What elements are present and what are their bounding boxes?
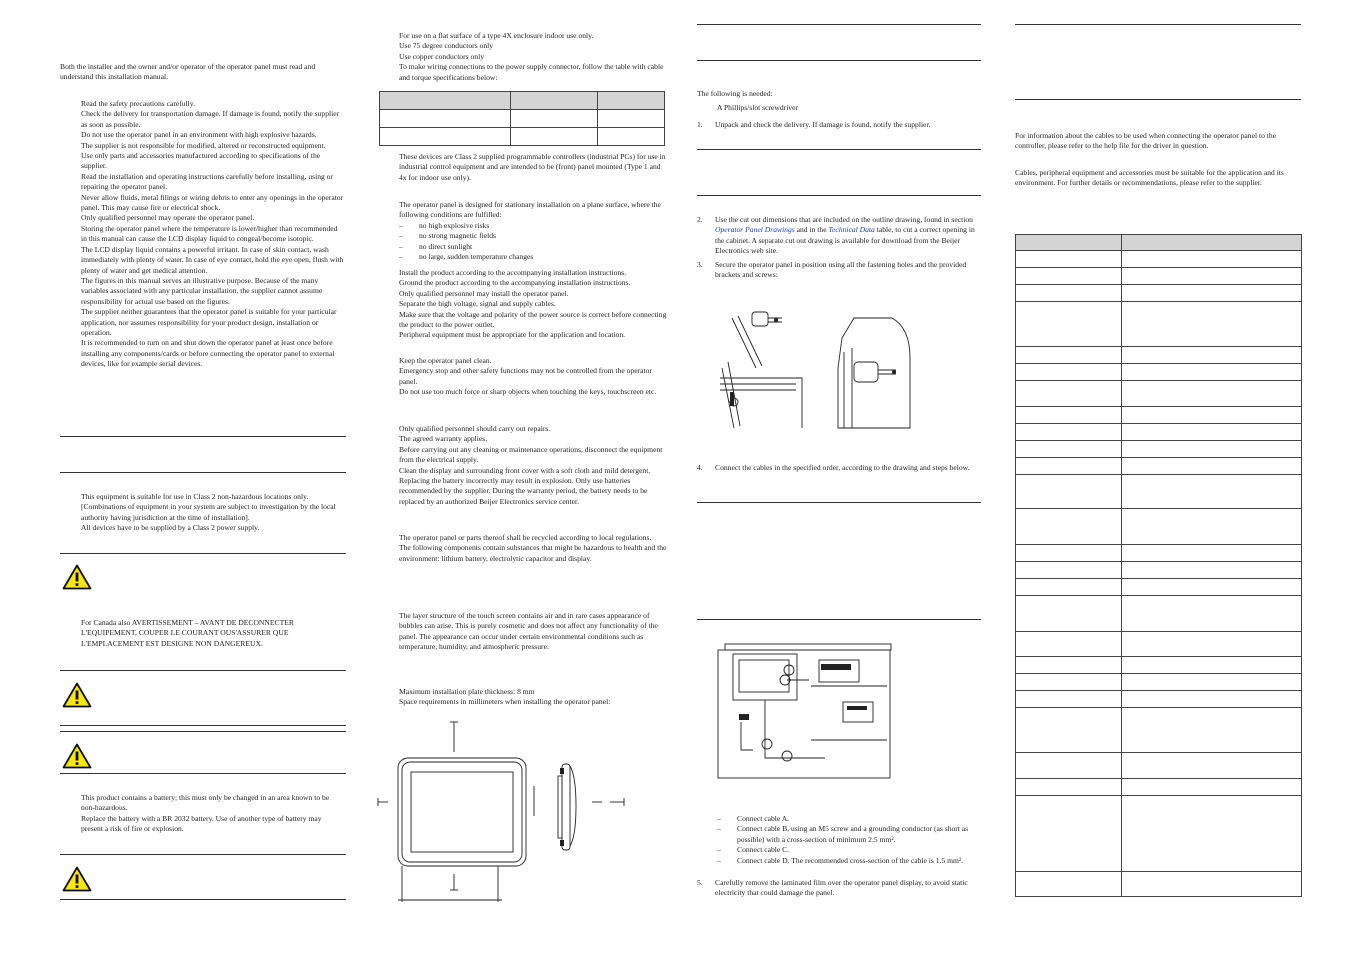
safety-item: Do not use the operator panel in an environment with high explosive hazards. (81, 130, 317, 140)
safety-item: Read the safety precautions carefully. (81, 99, 195, 108)
step-2: 2. Use the cut out dimensions that are included on the outline drawing, found in section Operator Panel Drawings and in the Technical Data table, to cut a correct opening in the cabinet. A separate cut out drawing is available for download from the Beijer Electronics web site. (697, 215, 975, 256)
section-rule (1015, 99, 1301, 100)
table-row (1016, 632, 1302, 657)
table-row (1016, 475, 1302, 509)
technical-data-link[interactable]: Technical Data (828, 225, 875, 235)
needed-text: The following is needed: (697, 89, 773, 98)
safety-item: Use only parts and accessories manufactured according to specifications of the supplier. (81, 151, 321, 171)
table-row (1016, 674, 1302, 691)
step-1: 1. Unpack and check the delivery. If damage is found, notify the supplier. (697, 120, 931, 129)
safety-item: Storing the operator panel where the temperature is lower/higher than recommended in this manual can cause the LCD display liquid to congeal/become isotopic. (81, 223, 338, 244)
warning-icon (62, 743, 92, 769)
safety-item: Never allow fluids, metal filings or wiring debris to enter any openings in the operator panel. This may cause fire or electrical shock. (81, 192, 344, 213)
table-row (1016, 268, 1302, 285)
table-row (1016, 579, 1302, 596)
environment-condition-item: – no large, sudden temperature changes (399, 252, 667, 262)
intro-paragraph: Both the installer and the owner and/or operator of the operator panel must read and understand this installation manual. (60, 62, 316, 82)
section-rule (697, 149, 981, 150)
safety-item: Check the delivery for transportation damage. If damage is found, notify the supplier as soon as possible. (81, 109, 340, 129)
safety-item: The supplier neither guarantees that the operator panel is suitable for your particular application, nor assumes responsibility for your product design, installation or operation. (81, 307, 337, 337)
section-rule (60, 725, 346, 726)
cable-steps-list (717, 814, 977, 866)
table-row (380, 110, 665, 128)
environment-condition-item: – no high explosive risks (399, 221, 667, 231)
warning-icon (62, 564, 92, 590)
section-rule (697, 60, 981, 61)
safety-item: The supplier is not responsible for modified, altered or reconstructed equipment. (81, 140, 326, 150)
warning-icon (62, 682, 92, 708)
safety-item: Only qualified personnel may operate the operator panel. (81, 213, 255, 223)
table-row (1016, 545, 1302, 562)
table-row (1016, 779, 1302, 796)
canada-warning-text: For Canada also AVERTISSEMENT – AVANT DE DECONNECTER L'EQUIPEMENT, COUPER LE COURANT OUS'ASSURER QUE L'EMPLACEMENT EST DESIGNE NON DANGEREUX. (81, 618, 294, 648)
cable-step-item: – Connect cable A. (717, 814, 977, 824)
section-rule (60, 670, 346, 671)
section-rule (697, 619, 981, 620)
step-5: 5. Carefully remove the laminated film over the operator panel display, to avoid static electricity that could damage the panel. (697, 878, 968, 898)
bracket-mounting-drawing (712, 298, 922, 434)
recycle-text: The operator panel or parts thereof shall be recycled according to local regulations. The following components contain substances that might be hazardous to health and the environment: lithium battery, electrolytic capacitor and display. (399, 533, 667, 563)
table-row (1016, 347, 1302, 364)
battery-text: This product contains a battery; this must only be changed in an area known to be non-hazardous. Replace the battery with a BR 2032 battery. Use of another type of battery may present a risk of fire or explosion. (81, 793, 330, 834)
table-row (1016, 657, 1302, 674)
cable-step-item: – Connect cable D. The recommended cross-section of the cable is 1.5 mm². (717, 856, 977, 866)
cables-info-text: For information about the cables to be used when connecting the operator panel to the controller, please refer to the help file for the driver in question. (1015, 131, 1277, 151)
safety-item: The LCD display liquid contains a powerful irritant. In case of skin contact, wash immediately with plenty of water. In case of eye contact, hold the eye open, flush with plenty of water and get medical attention. (81, 244, 344, 275)
table-row (1016, 285, 1302, 302)
section-rule (1015, 24, 1301, 25)
class2-text: These devices are Class 2 supplied programmable controllers (industrial PCs) for use in industrial control equipment and are intended to be (front) panel mounted (Type 1 and 4x for indoor use only). (399, 152, 666, 182)
section-rule (60, 854, 346, 855)
table-row (1016, 407, 1302, 424)
tool-text: A Phillips/slot screwdriver (717, 103, 798, 112)
cable-connection-drawing (717, 640, 893, 780)
environment-intro: The operator panel is designed for stationary installation on a plane surface, where the following conditions are fulfilled: (399, 200, 661, 220)
section-rule (60, 731, 346, 732)
step-3: 3. Secure the operator panel in position using all the fastening holes and the provided brackets and screws: (697, 260, 967, 280)
space-requirements-drawing (374, 716, 630, 906)
peripherals-text: Cables, peripheral equipment and accessories must be suitable for the application and its environment. For further details or recommendations, please refer to the supplier. (1015, 168, 1284, 188)
cable-torque-table (379, 91, 665, 146)
step-4: 4. Connect the cables in the specified order, according to the drawing and steps below. (697, 463, 970, 472)
power-supply-text: For use on a flat surface of a type 4X enclosure indoor use only. Use 75 degree conductors only Use copper conductors only To make wiring connections to the power supply connector, follow the table with cable and torque specifications below: (399, 31, 664, 82)
environment-condition-item: – no strong magnetic fields (399, 231, 667, 241)
table-row (1016, 424, 1302, 441)
environment-conditions-list (399, 221, 667, 263)
table-row (380, 128, 665, 146)
table-row (1016, 364, 1302, 381)
table-row (1016, 753, 1302, 779)
safety-item: Read the installation and operating instructions carefully before installing, using or repairing the operator panel. (81, 171, 334, 192)
cable-step-item: – Connect cable C. (717, 845, 977, 855)
installation-text: Install the product according to the accompanying installation instructions. Ground the product according to the accompanying installation instructions. Only qualified personnel may install the operator panel. Separate the high voltage, signal and supply cables. Make sure that the voltage and polarity of the power source is correct before connecting the product to the power outlet. Peripheral equipment must be appropriate for the application and location. (399, 268, 667, 340)
section-rule (60, 553, 346, 554)
table-row (1016, 708, 1302, 753)
table-row (1016, 691, 1302, 708)
operator-panel-drawings-link[interactable]: Operator Panel Drawings (715, 225, 795, 235)
use-text: Keep the operator panel clean. Emergency stop and other safety functions may not be controlled from the operator panel. Do not use too much force or sharp objects when touching the keys, touchscreen etc. (399, 356, 657, 397)
table-header-row (380, 92, 665, 110)
table-row (1016, 509, 1302, 545)
safety-item: The figures in this manual serves an illustrative purpose. Because of the many variables associated with any particular installation, the supplier cannot assume responsibility for actual use based on the figures. (81, 275, 323, 306)
section-rule (60, 773, 346, 774)
section-rule (60, 436, 346, 437)
table-row (1016, 872, 1302, 897)
table-row (1016, 302, 1302, 347)
section-rule (60, 472, 346, 473)
space-requirements-text: Maximum installation plate thickness: 8 mm Space requirements in millimeters when installing the operator panel: (399, 687, 611, 707)
section-rule (697, 195, 981, 196)
table-row (1016, 458, 1302, 475)
safety-precautions-list (81, 99, 345, 370)
ul-certification-text: This equipment is suitable for use in Class 2 non-hazardous locations only. [Combinations of equipment in your system are subject to investigation by the local authority having jurisdiction at the time of installation]. All devices have to be supplied by a Class 2 power supply. (81, 492, 336, 533)
table-row (1016, 251, 1302, 268)
table-row (1016, 596, 1302, 632)
table-row (1016, 381, 1302, 407)
table-header-row (1016, 235, 1302, 251)
table-row (1016, 441, 1302, 458)
section-rule (697, 502, 981, 503)
safety-item: It is recommended to turn on and shut down the operator panel at least once before installing any components/cards or before connecting the operator panel to external devices, like for example serial devices. (81, 338, 335, 369)
cable-step-item: – Connect cable B, using an M5 screw and a grounding conductor (as short as possible) with a cross-section of minimum 2.5 mm². (717, 824, 977, 845)
environment-condition-item: – no direct sunlight (399, 242, 667, 252)
technical-data-table (1015, 234, 1302, 897)
section-rule (60, 899, 346, 900)
table-row (1016, 562, 1302, 579)
touchscreen-text: The layer structure of the touch screen contains air and in rare cases appearance of bubbles can arise. This is purely cosmetic and does not affect any functionality of the panel. The appearance can occur under certain environmental conditions such as temperature, humidity, and atmospheric pressure. (399, 611, 658, 652)
warning-icon (62, 866, 92, 892)
service-text: Only qualified personnel should carry out repairs. The agreed warranty applies. Before carrying out any cleaning or maintenance operations, disconnect the equipment from the electrical supply. Clean the display and surrounding front cover with a soft cloth and mild detergent. Replacing the battery incorrectly may result in explosion. Only use batteries recommended by the supplier. During the warranty period, the battery needs to be replaced by an authorized Beijer Electronics service center. (399, 424, 663, 506)
section-rule (697, 24, 981, 25)
table-row (1016, 796, 1302, 872)
